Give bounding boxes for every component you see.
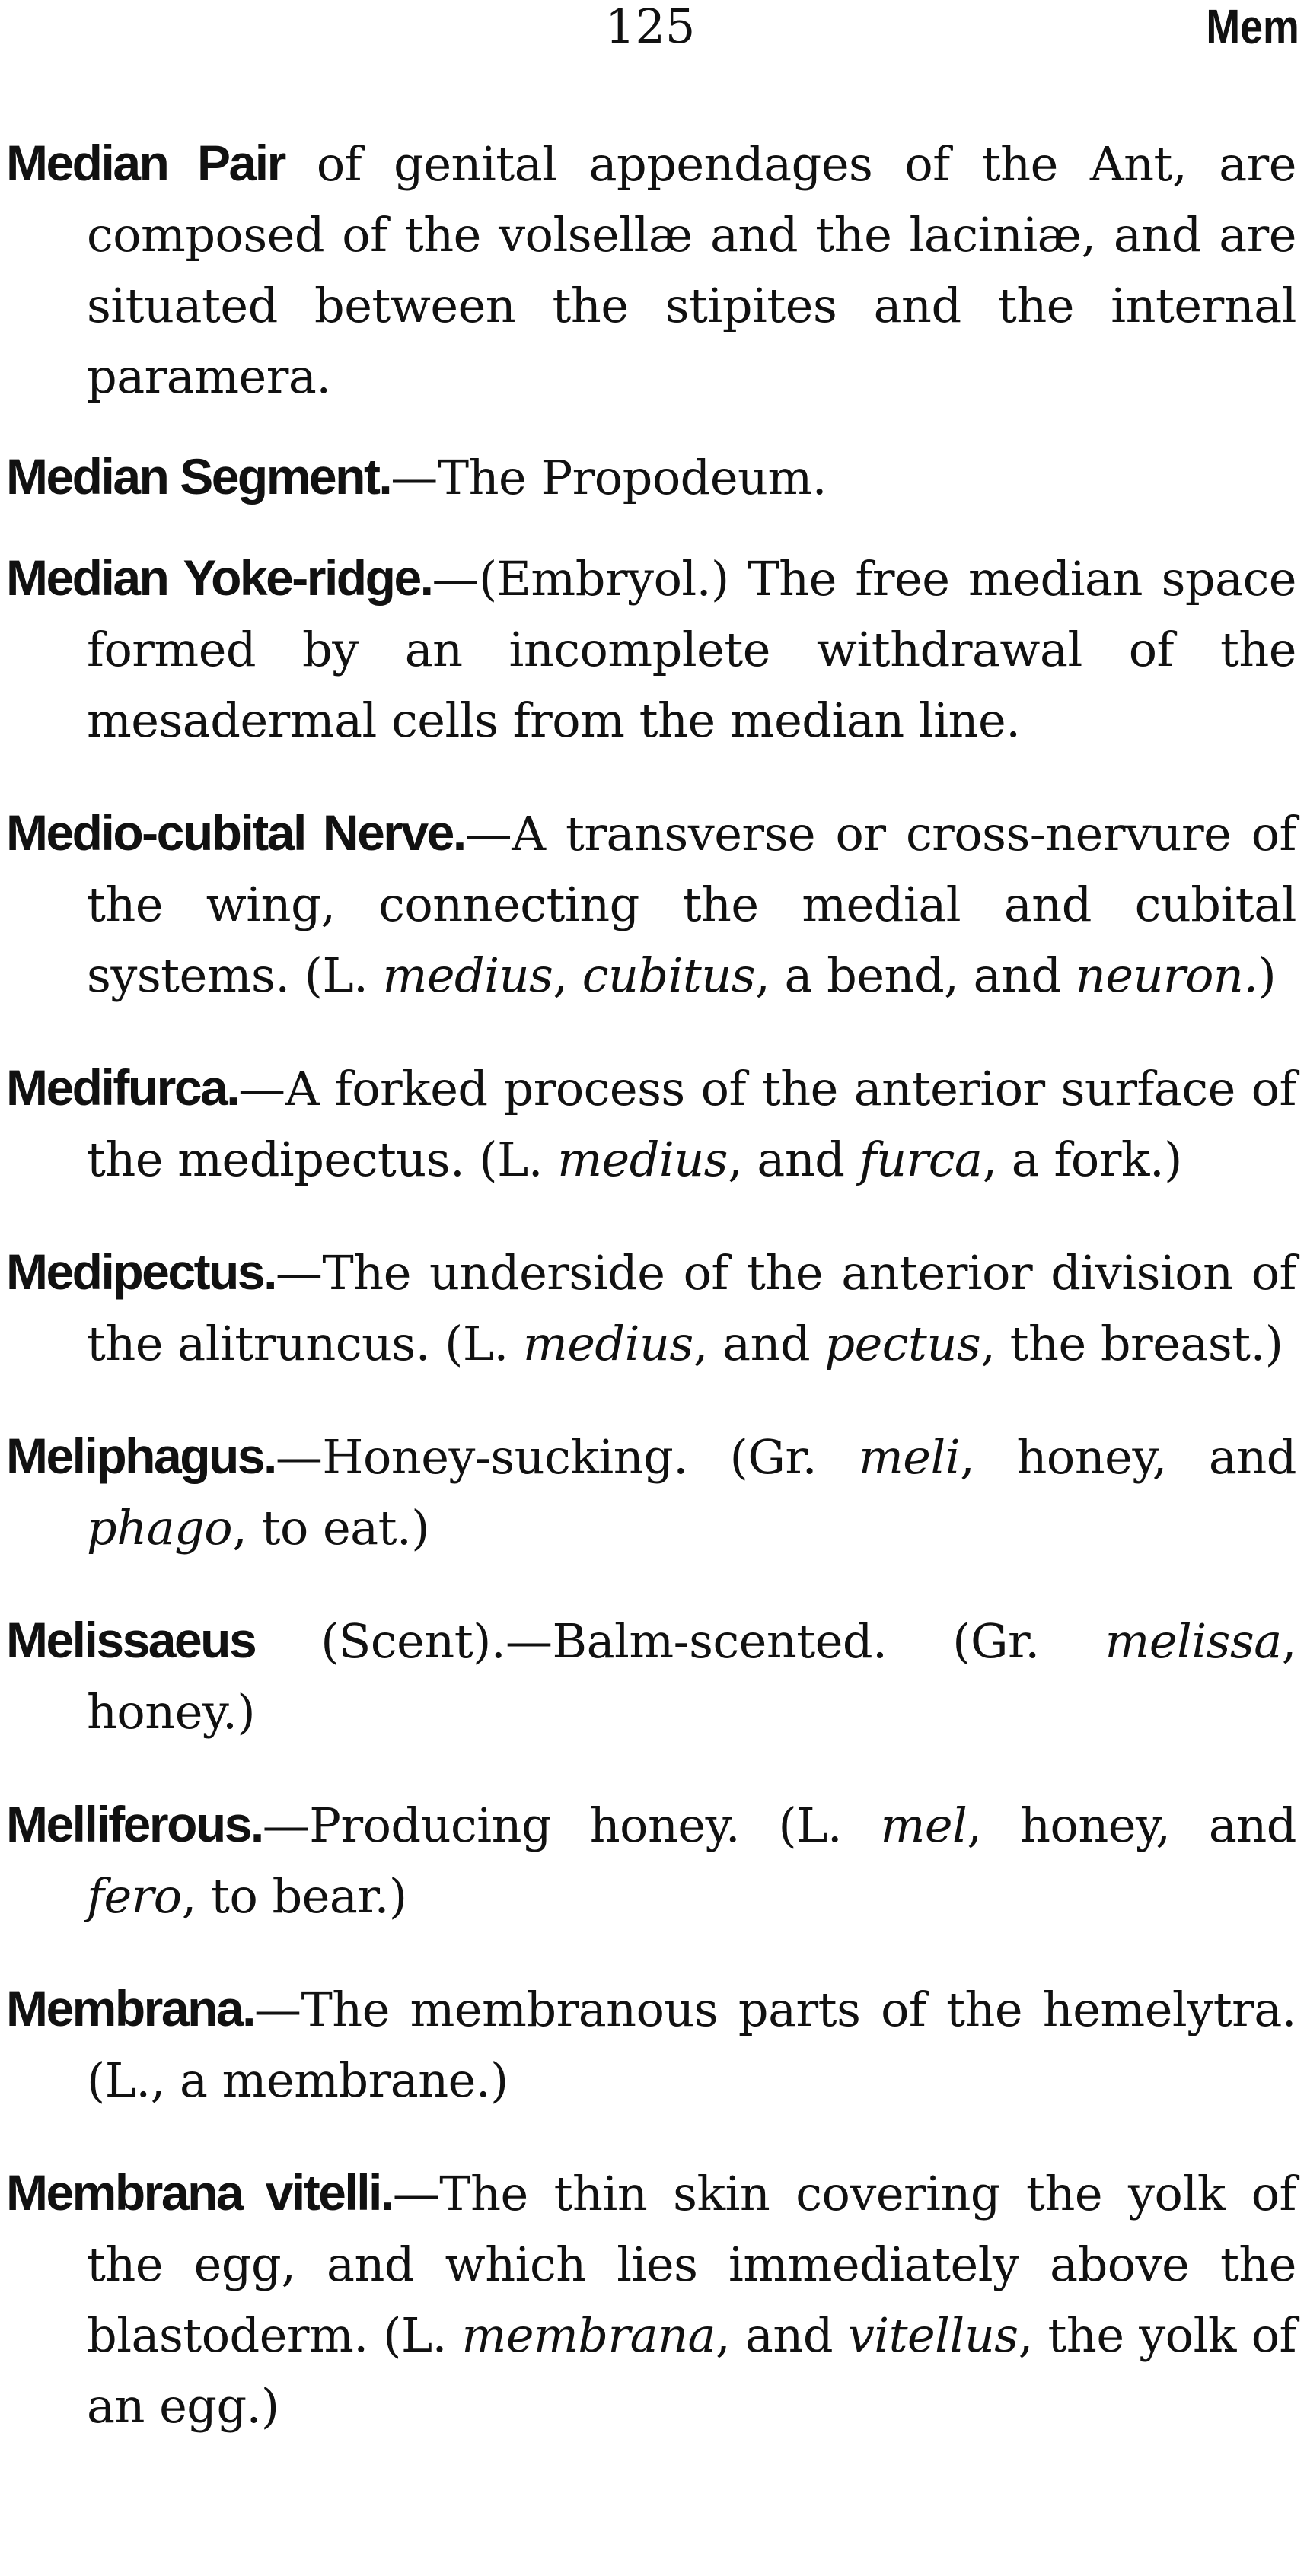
definition-text: , a bend, and <box>755 947 1076 1003</box>
entry-median-segment <box>6 441 1296 513</box>
definition-text: —The membranous parts of the hemelytra. (L., a membrane.) <box>87 1982 1296 2108</box>
latin-term: medius <box>557 1132 728 1187</box>
entry-membrana-vitelli <box>6 2157 1296 2441</box>
latin-term: medius <box>382 947 553 1003</box>
latin-term: furca <box>859 1132 983 1187</box>
latin-term: vitellus <box>847 2307 1019 2363</box>
headword: Median Segment. <box>6 448 391 505</box>
definition-text: , a fork.) <box>982 1132 1182 1187</box>
definition-text: , to bear.) <box>181 1868 407 1924</box>
definition-text: , and <box>693 1316 825 1371</box>
entry-medipectus <box>6 1237 1296 1379</box>
greek-term: melissa <box>1105 1613 1282 1669</box>
definition-text: —The Propodeum. <box>391 450 827 505</box>
definition-text: , the yolk of an egg.) <box>87 2307 1296 2434</box>
latin-term: mel <box>880 1797 967 1853</box>
entry-melliferous <box>6 1789 1296 1931</box>
definition-text: (Scent).—Balm-scented. (Gr. <box>255 1613 1105 1669</box>
latin-term: membrana <box>461 2307 716 2363</box>
headword: Membrana vitelli. <box>6 2164 393 2221</box>
entry-median-pair <box>6 128 1296 412</box>
entry-melissaeus <box>6 1605 1296 1747</box>
headword: Melissaeus <box>6 1612 256 1668</box>
definition-text: , honey.) <box>87 1613 1296 1740</box>
definition-text: of genital appendages of the Ant, are composed of the volsellæ and the laciniæ, and are situated between the stipites and the internal paramera. <box>87 136 1296 404</box>
headword: Membrana. <box>6 1980 254 2036</box>
headword: Melliferous. <box>6 1796 263 1852</box>
greek-term: meli <box>859 1429 961 1485</box>
definition-text: —The thin skin covering the yolk of the egg, and which lies immediately above the blastoderm. (L. <box>87 2166 1296 2363</box>
entry-medifurca <box>6 1052 1296 1195</box>
page-number: 125 <box>605 0 696 54</box>
headword: Medipectus. <box>6 1243 276 1300</box>
greek-term: phago <box>87 1500 233 1555</box>
definition-text: , <box>553 947 582 1003</box>
definition-text: , honey, and <box>967 1797 1296 1853</box>
entry-median-yoke-ridge <box>6 543 1296 756</box>
definition-text: —Honey-sucking. (Gr. <box>275 1429 859 1485</box>
running-head <box>0 0 1307 61</box>
guide-word: Mem <box>1206 0 1299 54</box>
headword: Meliphagus. <box>6 1428 276 1484</box>
latin-term: pectus <box>824 1316 981 1371</box>
latin-term: cubitus <box>582 947 756 1003</box>
headword: Medifurca. <box>6 1059 239 1116</box>
definition-text: , and <box>716 2307 848 2363</box>
definition-text: ) <box>1258 947 1277 1003</box>
definition-text: —A forked process of the anterior surface of the medipectus. (L. <box>87 1061 1296 1187</box>
greek-term: neuron. <box>1075 947 1258 1003</box>
definition-text: , the breast.) <box>980 1316 1283 1371</box>
definition-text: , honey, and <box>960 1429 1296 1485</box>
definition-text: —Producing honey. (L. <box>262 1797 881 1853</box>
headword: Median Yoke-ridge. <box>6 549 432 606</box>
entry-membrana <box>6 1973 1296 2116</box>
entry-list <box>6 128 1296 2471</box>
headword: Medio-cubital Nerve. <box>6 804 465 861</box>
definition-text: , and <box>727 1132 859 1187</box>
headword: Median Pair <box>6 135 285 191</box>
latin-term: fero <box>87 1868 182 1924</box>
entry-meliphagus <box>6 1421 1296 1563</box>
latin-term: medius <box>522 1316 693 1371</box>
definition-text: —The underside of the anterior division of the alitruncus. (L. <box>87 1245 1296 1371</box>
definition-text: , to eat.) <box>232 1500 429 1555</box>
definition-text: —(Embryol.) The free median space formed by an incomplete withdrawal of the mesadermal cells from the median line. <box>87 551 1296 748</box>
definition-text: —A transverse or cross-nervure of the wing, connecting the medial and cubital systems. (L. <box>87 806 1296 1003</box>
entry-medio-cubital-nerve <box>6 798 1296 1011</box>
